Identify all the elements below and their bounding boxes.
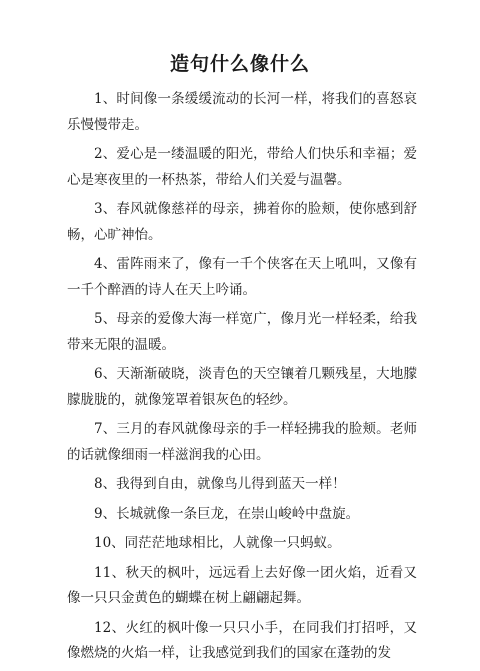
sentence-item: 5、母亲的爱像大海一样宽广，像月光一样轻柔，给我带来无限的温暖。 bbox=[67, 311, 417, 353]
sentence-item: 2、爱心是一缕温暖的阳光，带给人们快乐和幸福；爱心是寒夜里的一杯热茶，带给人们关爱与温馨。 bbox=[67, 146, 417, 188]
sentence-list bbox=[67, 87, 417, 671]
sentence-item: 4、雷阵雨来了，像有一千个侠客在天上吼叫，又像有一千个醉酒的诗人在天上吟诵。 bbox=[67, 256, 417, 298]
sentence-item: 12、火红的枫叶像一只只小手，在同我们打招呼，又像燃烧的火焰一样，让我感觉到我们的国家在蓬勃的发 bbox=[67, 619, 417, 661]
sentence-item: 11、秋天的枫叶，远远看上去好像一团火焰，近看又像一只只金黄色的蝴蝶在树上翩翩起舞。 bbox=[67, 564, 417, 606]
sentence-item: 10、同茫茫地球相比，人就像一只蚂蚁。 bbox=[94, 535, 341, 551]
sentence-item: 6、天渐渐破晓，淡青色的天空镶着几颗残星，大地朦朦胧胧的，就像笼罩着银灰色的轻纱。 bbox=[67, 366, 417, 408]
sentence-item: 9、长城就像一条巨龙，在崇山峻岭中盘旋。 bbox=[94, 505, 360, 522]
sentence-item: 3、春风就像慈祥的母亲，拂着你的脸颊，使你感到舒畅，心旷神怡。 bbox=[67, 201, 417, 243]
sentence-item: 7、三月的春风就像母亲的手一样轻拂我的脸颊。老师的话就像细雨一样滋润我的心田。 bbox=[67, 421, 417, 463]
sentence-item: 1、时间像一条缓缓流动的长河一样，将我们的喜怒哀乐慢慢带走。 bbox=[67, 91, 417, 133]
sentence-item: 8、我得到自由，就像鸟儿得到蓝天一样！ bbox=[94, 476, 346, 492]
page-title: 造句什么像什么 bbox=[169, 53, 310, 75]
